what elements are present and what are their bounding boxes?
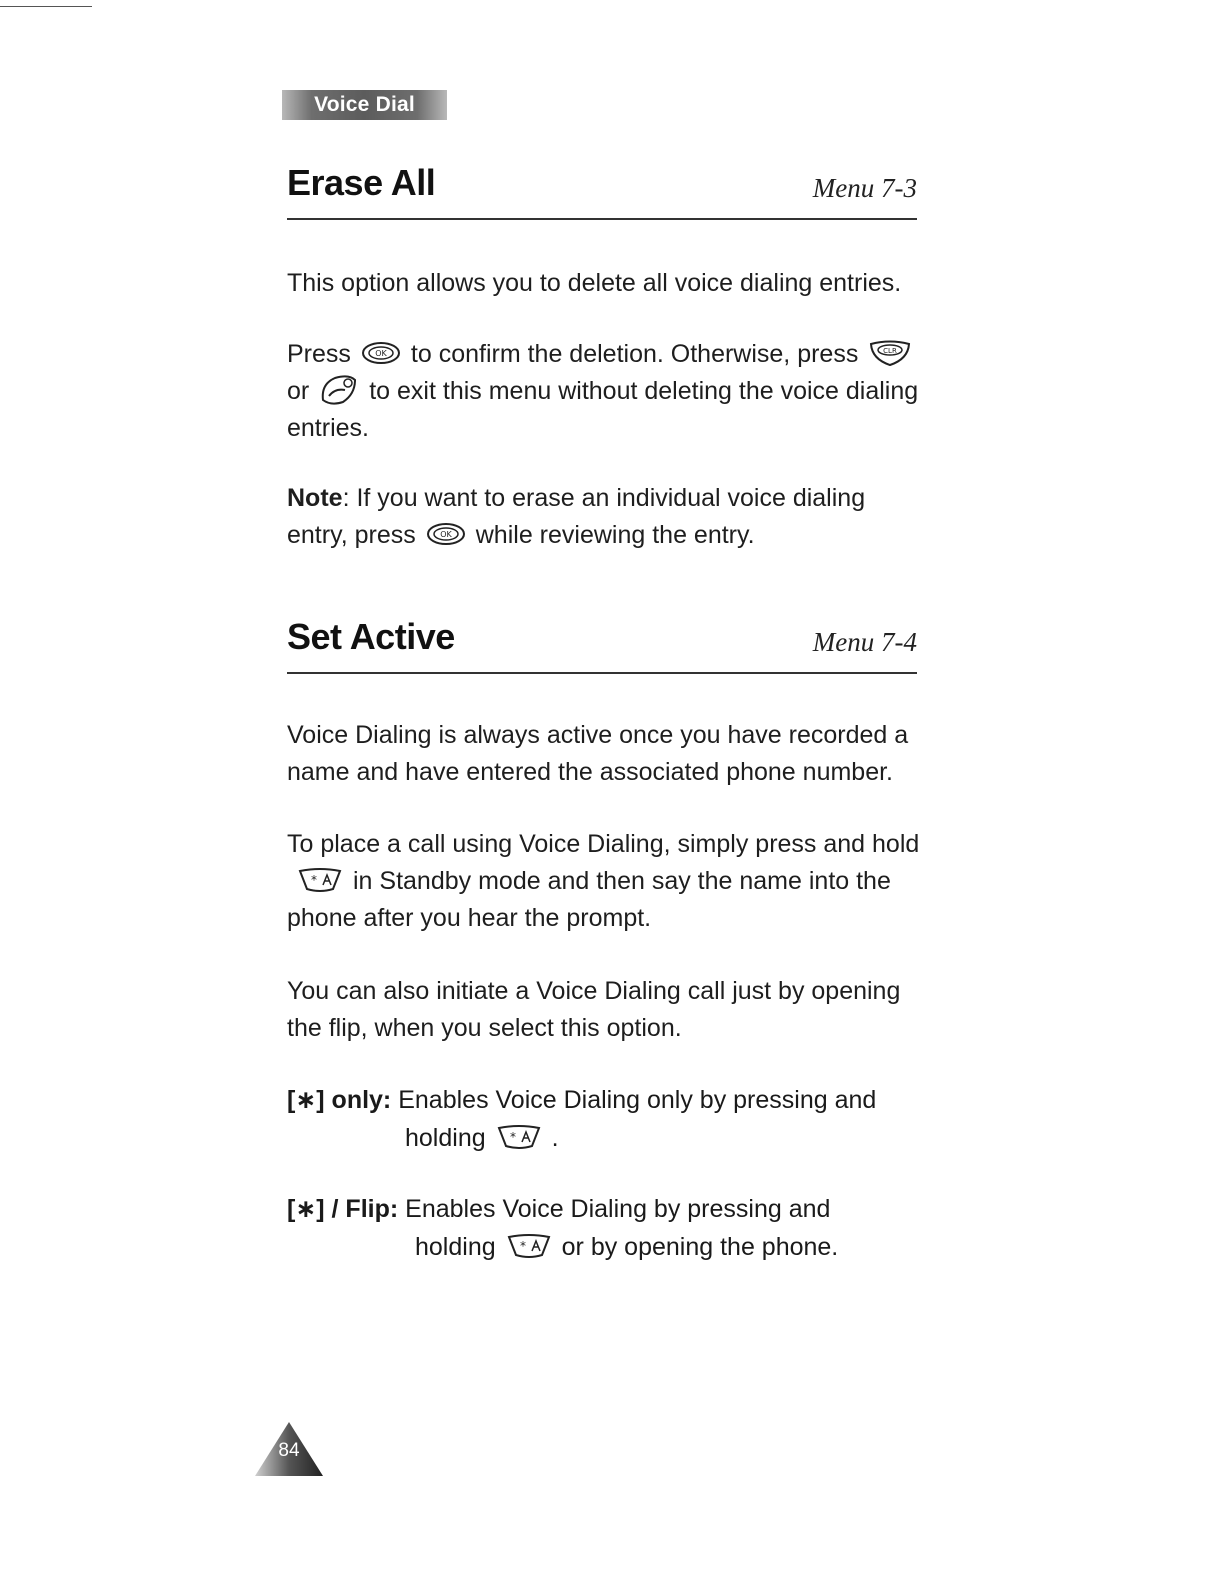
option-star-only: [287, 1081, 937, 1157]
set-active-title: Set Active: [287, 616, 455, 657]
text-or: or: [287, 377, 310, 405]
star-key-icon: [297, 867, 343, 893]
ok-key-icon: [426, 522, 466, 546]
text-exit: to exit this menu without deleting the voice dialing entries.: [287, 377, 919, 442]
note-label: Note: [287, 484, 343, 512]
set-active-description: Voice Dialing is always active once you have recorded a name and have entered the associated phone number.: [287, 721, 909, 786]
corner-rule: [0, 6, 92, 7]
text-press: Press: [287, 340, 351, 368]
svg-text:*: *: [311, 873, 317, 888]
star-key-icon: [496, 1124, 542, 1150]
option-star-only-label: [∗] only:: [287, 1086, 392, 1114]
note-text-end: while reviewing the entry.: [475, 521, 755, 549]
option-star-only-period: .: [551, 1124, 559, 1152]
svg-text:CLR: CLR: [883, 347, 898, 356]
option-star-flip: [287, 1190, 937, 1266]
erase-all-heading: [287, 162, 917, 220]
option-star-only-text-2: holding: [405, 1124, 486, 1152]
section-tab: Voice Dial: [282, 90, 447, 120]
end-key-icon: [319, 374, 359, 406]
erase-all-note: [287, 480, 907, 554]
option-star-only-text: Enables Voice Dialing only by pressing and: [398, 1086, 877, 1114]
option-star-flip-text-3: or by opening the phone.: [561, 1233, 839, 1261]
instruction-text-end: in Standby mode and then say the name into the phone after you hear the prompt.: [287, 867, 891, 932]
svg-text:OK: OK: [439, 530, 452, 540]
svg-text:*: *: [519, 1239, 526, 1254]
option-star-flip-text-2: holding: [415, 1233, 496, 1261]
svg-text:OK: OK: [375, 349, 387, 359]
set-active-instructions: [287, 826, 927, 937]
erase-all-description: This option allows you to delete all voice dialing entries.: [287, 269, 902, 297]
text-confirm: to confirm the deletion. Otherwise, press: [410, 340, 859, 368]
erase-all-title: Erase All: [287, 162, 436, 203]
set-active-flip-description: You can also initiate a Voice Dialing call just by opening the flip, when you select this option.: [287, 977, 901, 1042]
set-active-menu-number: Menu 7-4: [812, 627, 917, 657]
page-number: 84: [278, 1440, 300, 1461]
clr-key-icon: [868, 339, 912, 367]
instruction-text: To place a call using Voice Dialing, simply press and hold: [287, 830, 920, 858]
erase-all-menu-number: Menu 7-3: [812, 173, 917, 203]
option-star-flip-label: [∗] / Flip:: [287, 1195, 399, 1223]
note-text: : If you want to erase an individual voice dialing entry, press: [287, 484, 866, 549]
set-active-heading: [287, 616, 917, 674]
star-key-icon: [506, 1233, 552, 1259]
erase-all-instructions: [287, 336, 947, 447]
svg-text:*: *: [509, 1130, 516, 1145]
option-star-flip-text: Enables Voice Dialing by pressing and: [405, 1195, 831, 1223]
ok-key-icon: [361, 341, 401, 365]
